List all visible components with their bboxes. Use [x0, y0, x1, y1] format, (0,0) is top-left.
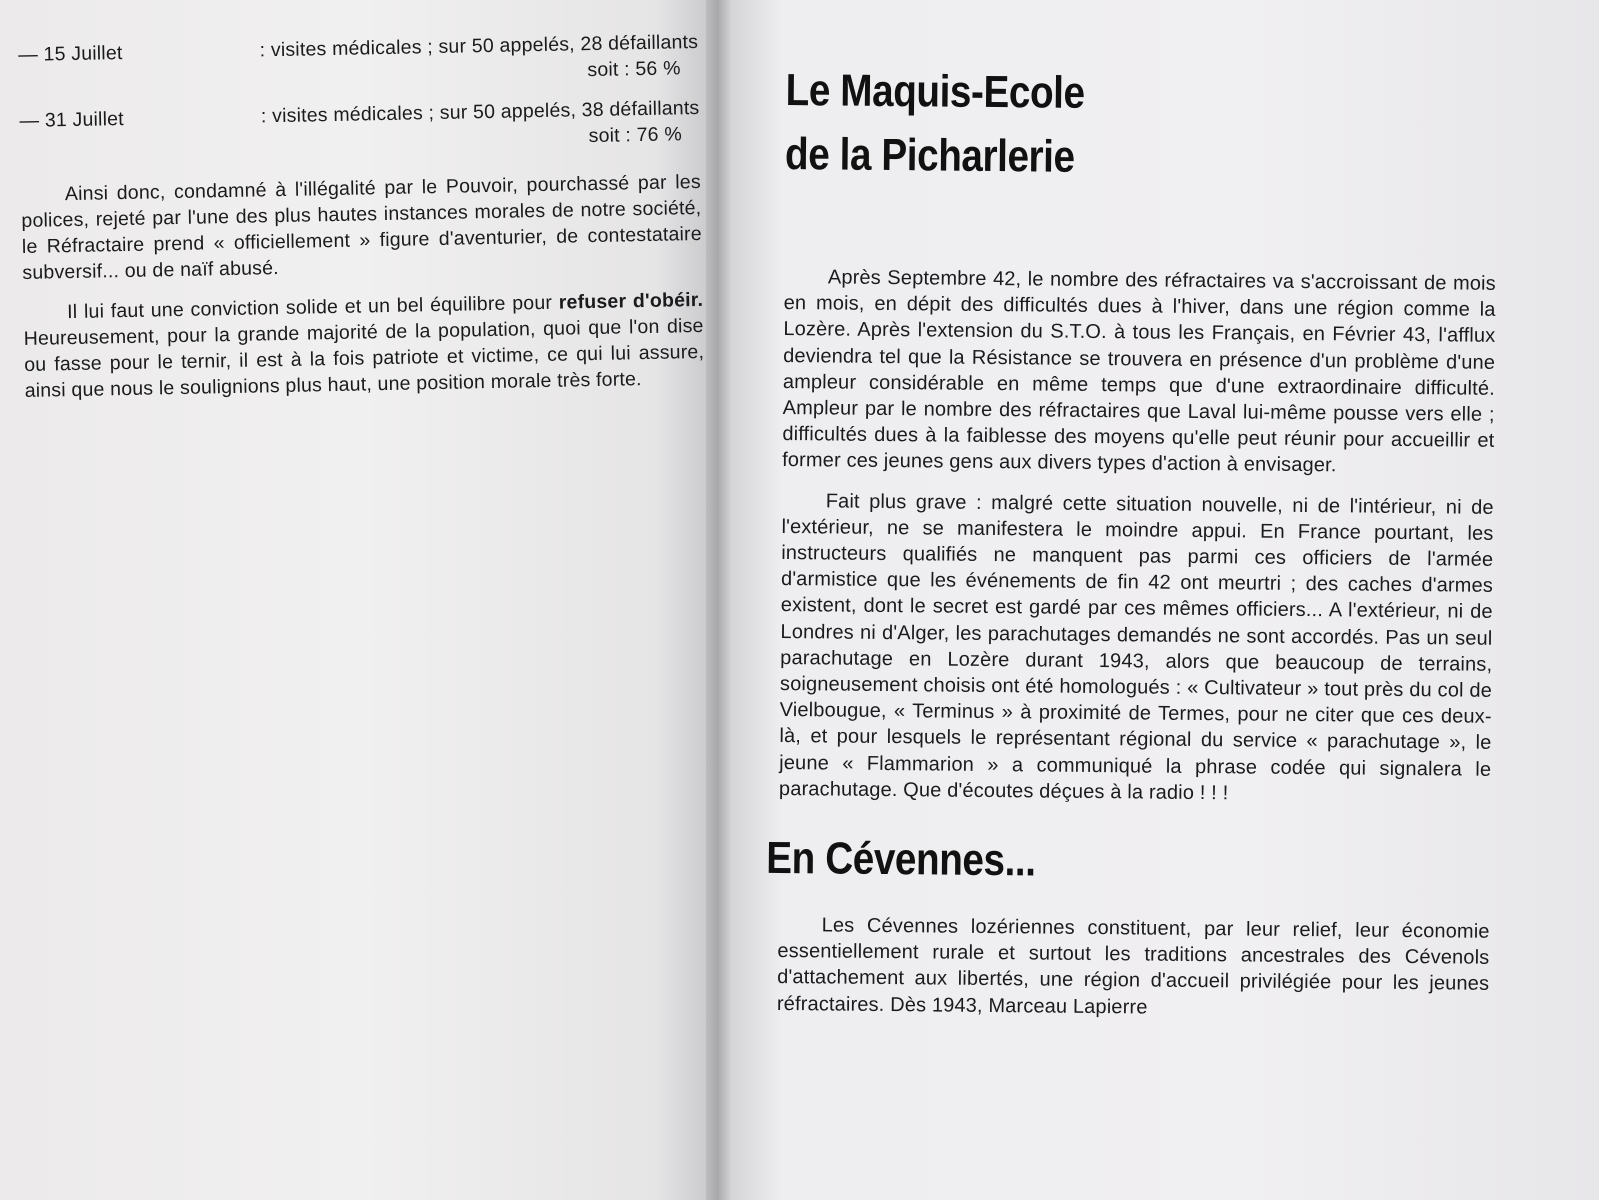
section-heading: En Cévennes... [766, 831, 1036, 886]
entry-result: soit : 56 % [587, 57, 681, 82]
para2-start: Il lui faut une conviction solide et un bel équilibre pour [66, 291, 553, 324]
entry-text: : visites médicales ; sur 50 appelés, 38 défaillants [260, 96, 700, 128]
right-paragraph-2: Fait plus grave : malgré cette situation nouvelle, ni de l'intérieur, ni de l'extérieur, ne se manifestera le moindre appui. En France pourtant, les instructeurs qualifiés ne manquent pas parmi ces officiers de l'armée d'armistice que les événements de fin 42 ont meurtri ; des caches d'armes existent, dont le secret est gardé par ces mêmes officiers... A l'extérieur, ni de Londres ni d'Alger, les parachutages demandés ne sont accordés. Pas un seul parachutage en Lozère durant 1943, alors que beaucoup de terrains, soigneusement choisis ont été homologués : « Cultivateur » tout près du col de Vielbougue, « Terminus » à proximité de Termes, pour ne citer que ces deux-là, et pour lesquels le représentant régional du service « parachutage », le jeune « Flammarion » a communiqué la phrase codée qui signalera le parachutage. Que d'écoutes déçues à la radio ! ! ! [778, 490, 1494, 805]
entry-date: — 31 Juillet [19, 107, 124, 132]
right-paragraph-3: Les Cévennes lozériennes constituent, par leur relief, leur économie essentiellement rurale et surtout les traditions ancestrales des Cévenols d'attachement aux libertés, une région d'accueil privilégiée pour les jeunes réfractaires. Dès 1943, Marceau Lapierre [776, 914, 1490, 1019]
heading-line-2: de la Picharlerie [784, 127, 1075, 182]
entry-text: : visites médicales ; sur 50 appelés, 28 défaillants [259, 30, 699, 62]
entry-31-juillet [19, 95, 700, 160]
chapter-heading [785, 58, 1399, 192]
book-gutter [706, 0, 732, 1200]
entry-result: soit : 76 % [588, 123, 683, 148]
entry-date: — 15 Juillet [18, 41, 123, 66]
left-paragraph-1: Ainsi donc, condamné à l'illégalité par le Pouvoir, pourchassé par les polices, rejeté par l'une des plus hautes instances morales de notre société, le Réfractaire prend « officiellement » figure d'aventurier, de contestataire subversif... ou de naïf abusé. [21, 170, 703, 284]
right-paragraph-1: Après Septembre 42, le nombre des réfractaires va s'accroissant de mois en mois, en dépit des difficultés dues à l'hiver, dans une région comme la Lozère. Après l'extension du S.T.O. à tous les Français, en Février 43, l'afflux deviendra tel que la Résistance se trouvera en présence d'un problème d'une ampleur considérable en même temps que d'une extraordinaire difficulté. Ampleur par le nombre des réfractaires que Laval lui-même pousse vers elle ; difficultés dues à la faiblesse des moyens qu'elle peut réunir pour accueillir et former ces jeunes gens aux divers types d'action à envisager. [782, 266, 1496, 477]
bold-emphasis: refuser d'obéir. [558, 288, 704, 314]
right-text-column [766, 58, 1498, 1038]
left-paragraph-2 [23, 287, 705, 404]
para2-end: Heureusement, pour la grande majorité de la population, quoi que l'on dise ou fasse pour le ternir, il est à la fois patriote et victime, ce qui lui assure, ainsi que nous le soulignions plus haut, une position morale très forte. [23, 314, 705, 402]
left-text-column [18, 29, 705, 418]
heading-line-1: Le Maquis-Ecole [785, 63, 1085, 118]
